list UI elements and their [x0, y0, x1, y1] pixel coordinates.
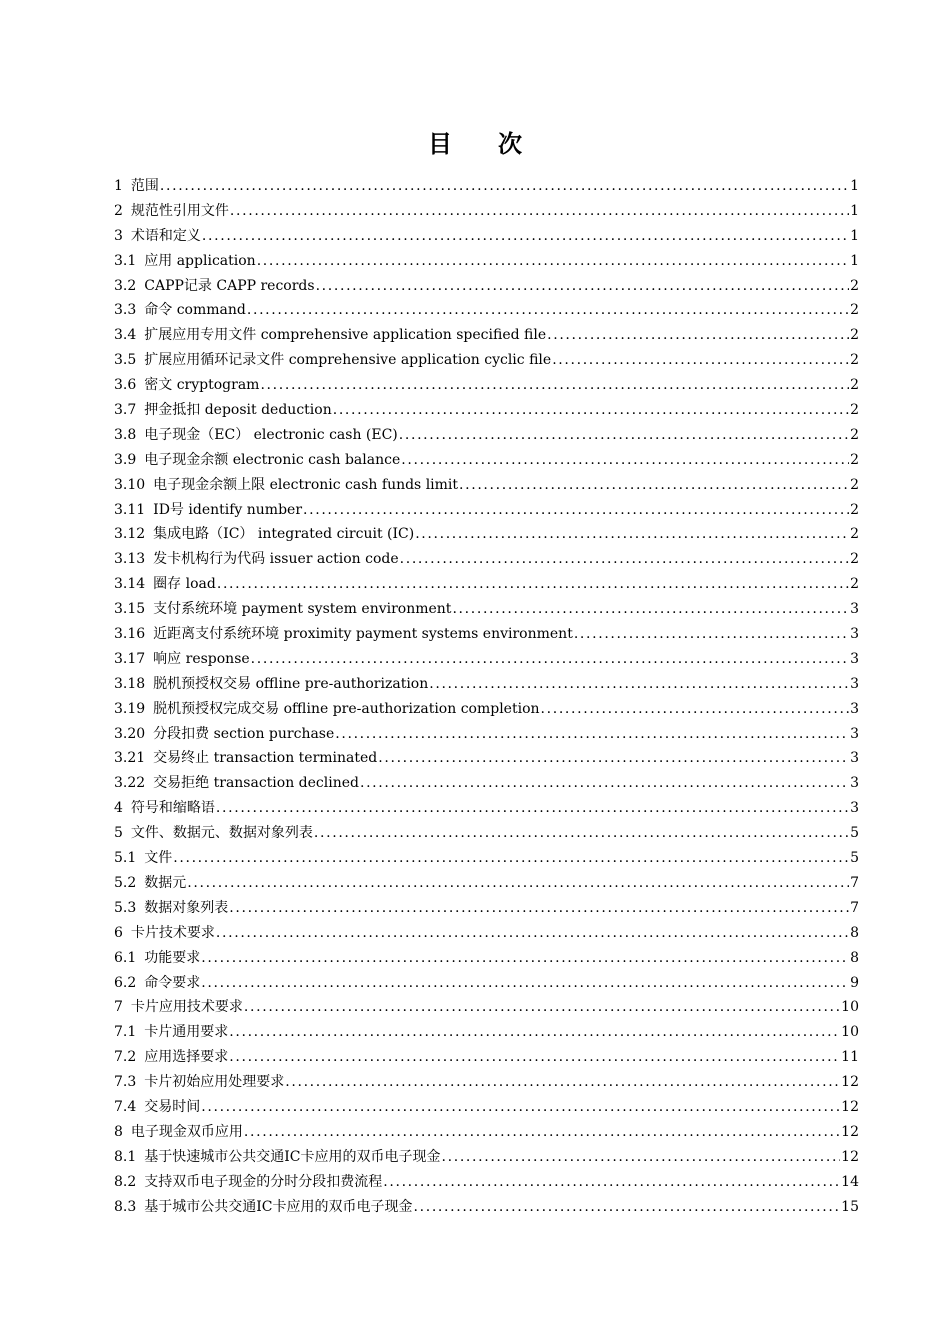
toc-entry-number: 7.3 — [114, 1074, 137, 1091]
dot-leader — [230, 199, 849, 224]
toc-entry-page: 5 — [850, 825, 859, 842]
dot-leader — [314, 821, 849, 846]
dot-leader — [383, 1170, 840, 1195]
toc-entry[interactable] — [114, 448, 859, 473]
dot-leader — [216, 796, 849, 821]
toc-entry[interactable] — [114, 398, 859, 423]
toc-entry-text: CAPP记录 CAPP records — [144, 277, 315, 294]
toc-entry-text: 发卡机构行为代码 issuer action code — [153, 551, 399, 568]
toc-entry-page: 2 — [850, 327, 859, 344]
toc-entry-number: 3.7 — [114, 402, 137, 419]
dot-leader — [201, 971, 849, 996]
toc-entry-number: 2 — [114, 202, 123, 219]
dot-leader — [452, 597, 849, 622]
toc-entry-page: 12 — [841, 1123, 859, 1140]
toc-entry-text: 卡片初始应用处理要求 — [144, 1074, 285, 1091]
toc-entry[interactable] — [114, 896, 859, 921]
toc-entry[interactable] — [114, 871, 859, 896]
toc-entry-text: 数据元 — [144, 874, 187, 891]
toc-entry-page: 7 — [850, 899, 859, 916]
toc-entry-number: 3.11 — [114, 501, 146, 518]
toc-entry-page: 2 — [850, 352, 859, 369]
toc-entry[interactable] — [114, 597, 859, 622]
dot-leader — [160, 174, 849, 199]
toc-entry[interactable] — [114, 522, 859, 547]
toc-entry-number: 3.9 — [114, 451, 137, 468]
dot-leader — [400, 547, 849, 572]
dot-leader — [201, 946, 849, 971]
toc-entry-page: 1 — [850, 178, 859, 194]
dot-leader — [217, 572, 849, 597]
dot-leader — [335, 722, 849, 747]
toc-entry-page: 2 — [850, 426, 859, 443]
toc-entry-number: 8.3 — [114, 1198, 137, 1215]
dot-leader — [229, 896, 849, 921]
toc-entry-text: 密文 cryptogram — [144, 377, 260, 394]
toc-entry[interactable] — [114, 647, 859, 672]
toc-entry[interactable] — [114, 1170, 859, 1195]
toc-entry[interactable] — [114, 697, 859, 722]
table-of-contents — [114, 174, 859, 1219]
toc-entry-page: 2 — [850, 277, 859, 294]
toc-entry[interactable] — [114, 821, 859, 846]
toc-entry-page: 2 — [850, 551, 859, 568]
toc-entry-page: 2 — [850, 302, 859, 319]
dot-leader — [401, 448, 849, 473]
toc-entry-page: 9 — [850, 974, 859, 991]
dot-leader — [303, 498, 849, 523]
toc-entry-page: 12 — [841, 1098, 859, 1115]
toc-entry[interactable] — [114, 1045, 859, 1070]
toc-entry[interactable] — [114, 1120, 859, 1145]
toc-entry-number: 3.1 — [114, 252, 137, 269]
toc-entry-page: 3 — [850, 700, 859, 717]
toc-entry-text: 交易终止 transaction terminated — [153, 750, 378, 767]
toc-entry-text: 脱机预授权完成交易 offline pre-authorization completion — [153, 700, 540, 717]
toc-entry-number: 3.8 — [114, 426, 137, 443]
toc-entry-page: 10 — [841, 999, 859, 1016]
toc-entry-text: 交易拒绝 transaction declined — [153, 775, 359, 792]
dot-leader — [547, 323, 849, 348]
toc-entry-number: 5.1 — [114, 850, 137, 867]
toc-entry-number: 8.2 — [114, 1173, 137, 1190]
toc-entry-text: 电子现金（EC） electronic cash (EC) — [144, 426, 398, 443]
toc-entry-page: 2 — [850, 576, 859, 593]
toc-entry-page: 8 — [850, 949, 859, 966]
toc-entry-page: 1 — [850, 202, 859, 219]
dot-leader — [244, 1120, 840, 1145]
toc-entry-number: 7.1 — [114, 1024, 137, 1041]
dot-leader — [244, 995, 840, 1020]
dot-leader — [429, 672, 849, 697]
toc-entry-text: 扩展应用专用文件 comprehensive application specified file — [144, 327, 547, 344]
toc-entry-text: 应用 application — [144, 252, 256, 269]
toc-entry-number: 6.2 — [114, 974, 137, 991]
toc-entry-page: 2 — [850, 451, 859, 468]
toc-entry-text: 文件 — [144, 850, 173, 867]
toc-entry-text: 押金抵扣 deposit deduction — [144, 402, 332, 419]
dot-leader — [260, 373, 849, 398]
toc-entry[interactable] — [114, 323, 859, 348]
toc-entry-number: 5.2 — [114, 874, 137, 891]
toc-entry[interactable] — [114, 1145, 859, 1170]
dot-leader — [201, 1095, 840, 1120]
toc-entry-number: 3.3 — [114, 302, 137, 319]
toc-entry-number: 6.1 — [114, 949, 137, 966]
toc-entry[interactable] — [114, 547, 859, 572]
dot-leader — [442, 1145, 841, 1170]
dot-leader — [229, 1045, 840, 1070]
toc-entry-text: 范围 — [130, 178, 159, 194]
toc-entry[interactable] — [114, 473, 859, 498]
toc-entry[interactable] — [114, 672, 859, 697]
toc-entry-number: 3.19 — [114, 700, 146, 717]
toc-entry-page: 5 — [850, 850, 859, 867]
toc-entry-text: 基于快速城市公共交通IC卡应用的双币电子现金 — [144, 1148, 441, 1165]
toc-entry-page: 8 — [850, 924, 859, 941]
toc-entry-text: 数据对象列表 — [144, 899, 229, 916]
toc-entry-page: 3 — [850, 725, 859, 742]
dot-leader — [251, 647, 849, 672]
toc-entry-text: 命令 command — [144, 302, 246, 319]
dot-leader — [378, 746, 849, 771]
toc-entry-text: 响应 response — [153, 650, 250, 667]
toc-title-char-2: 次 — [498, 129, 522, 158]
dot-leader — [541, 697, 850, 722]
toc-entry[interactable] — [114, 921, 859, 946]
toc-entry-text: 支付系统环境 payment system environment — [153, 601, 452, 618]
toc-entry-number: 3.17 — [114, 650, 146, 667]
dot-leader — [333, 398, 849, 423]
toc-entry[interactable] — [114, 274, 859, 299]
toc-entry[interactable] — [114, 771, 859, 796]
toc-entry-text: 基于城市公共交通IC卡应用的双币电子现金 — [144, 1198, 413, 1215]
dot-leader — [399, 423, 849, 448]
toc-entry[interactable] — [114, 224, 859, 249]
toc-entry-number: 6 — [114, 924, 123, 941]
toc-entry-text: 电子现金双币应用 — [130, 1123, 243, 1140]
toc-entry-number: 3.13 — [114, 551, 146, 568]
dot-leader — [187, 871, 849, 896]
toc-entry-text: 电子现金余额 electronic cash balance — [144, 451, 401, 468]
dot-leader — [574, 622, 849, 647]
toc-entry-page: 2 — [850, 402, 859, 419]
toc-entry[interactable] — [114, 946, 859, 971]
toc-entry[interactable] — [114, 373, 859, 398]
toc-entry[interactable] — [114, 796, 859, 821]
toc-entry-text: 分段扣费 section purchase — [153, 725, 335, 742]
toc-entry-text: 卡片技术要求 — [130, 924, 215, 941]
toc-entry-page: 2 — [850, 476, 859, 493]
toc-entry-text: 支持双币电子现金的分时分段扣费流程 — [144, 1173, 383, 1190]
toc-entry-text: 功能要求 — [144, 949, 201, 966]
toc-entry-number: 3.15 — [114, 601, 146, 618]
toc-entry-page: 3 — [850, 601, 859, 618]
toc-entry-number: 4 — [114, 800, 123, 817]
toc-entry-text: 规范性引用文件 — [130, 202, 229, 219]
toc-entry[interactable] — [114, 249, 859, 274]
toc-entry-text: 应用选择要求 — [144, 1049, 229, 1066]
dot-leader — [415, 522, 849, 547]
toc-entry-page: 2 — [850, 377, 859, 394]
dot-leader — [459, 473, 849, 498]
toc-entry-text: 脱机预授权交易 offline pre-authorization — [153, 675, 429, 692]
toc-entry-number: 3.2 — [114, 277, 137, 294]
toc-entry-text: ID号 identify number — [153, 501, 303, 518]
toc-entry-number: 5 — [114, 825, 123, 842]
dot-leader — [202, 224, 849, 249]
toc-entry-page: 3 — [850, 650, 859, 667]
toc-entry-page: 12 — [841, 1074, 859, 1091]
toc-entry-page: 15 — [841, 1198, 859, 1215]
dot-leader — [257, 249, 849, 274]
toc-entry-page: 7 — [850, 874, 859, 891]
toc-entry[interactable] — [114, 995, 859, 1020]
toc-entry[interactable] — [114, 423, 859, 448]
dot-leader — [316, 274, 850, 299]
toc-entry[interactable] — [114, 298, 859, 323]
toc-entry-number: 3.20 — [114, 725, 146, 742]
toc-entry-text: 电子现金余额上限 electronic cash funds limit — [153, 476, 459, 493]
toc-entry-text: 近距离支付系统环境 proximity payment systems environment — [153, 626, 573, 643]
toc-entry-number: 3.5 — [114, 352, 137, 369]
dot-leader — [247, 298, 849, 323]
toc-entry-text: 命令要求 — [144, 974, 201, 991]
toc-entry[interactable] — [114, 498, 859, 523]
toc-entry-text: 卡片通用要求 — [144, 1024, 229, 1041]
toc-entry[interactable] — [114, 846, 859, 871]
toc-entry-page: 10 — [841, 1024, 859, 1041]
toc-entry-text: 文件、数据元、数据对象列表 — [130, 825, 313, 842]
toc-entry-text: 扩展应用循环记录文件 comprehensive application cyclic file — [144, 352, 552, 369]
toc-entry-text: 术语和定义 — [130, 227, 201, 244]
toc-entry[interactable] — [114, 1195, 859, 1220]
toc-entry-page: 11 — [841, 1049, 859, 1066]
toc-entry-page: 2 — [850, 501, 859, 518]
toc-entry-page: 3 — [850, 750, 859, 767]
toc-entry-number: 8.1 — [114, 1148, 137, 1165]
toc-entry-number: 3 — [114, 227, 123, 244]
toc-entry[interactable] — [114, 971, 859, 996]
toc-entry-number: 3.18 — [114, 675, 146, 692]
toc-entry-number: 3.6 — [114, 377, 137, 394]
toc-entry-text: 集成电路（IC） integrated circuit (IC) — [153, 526, 415, 543]
toc-entry-number: 3.4 — [114, 327, 137, 344]
toc-entry-number: 8 — [114, 1123, 123, 1140]
toc-entry-number: 7.2 — [114, 1049, 137, 1066]
dot-leader — [552, 348, 849, 373]
dot-leader — [229, 1020, 840, 1045]
toc-entry[interactable] — [114, 622, 859, 647]
toc-entry-number: 7 — [114, 999, 123, 1016]
toc-entry-text: 交易时间 — [144, 1098, 201, 1115]
toc-entry[interactable] — [114, 746, 859, 771]
dot-leader — [216, 921, 849, 946]
dot-leader — [173, 846, 849, 871]
toc-entry[interactable] — [114, 1020, 859, 1045]
toc-entry-number: 7.4 — [114, 1098, 137, 1115]
toc-entry-page: 3 — [850, 800, 859, 817]
toc-entry[interactable] — [114, 174, 859, 199]
toc-entry-page: 3 — [850, 626, 859, 643]
toc-entry-page: 12 — [841, 1148, 859, 1165]
toc-entry[interactable] — [114, 348, 859, 373]
toc-entry[interactable] — [114, 199, 859, 224]
dot-leader — [285, 1070, 840, 1095]
toc-entry[interactable] — [114, 572, 859, 597]
toc-entry-text: 圈存 load — [153, 576, 216, 593]
toc-entry-page: 1 — [850, 227, 859, 244]
toc-entry[interactable] — [114, 1095, 859, 1120]
toc-entry-page: 14 — [841, 1173, 859, 1190]
toc-entry-text: 符号和缩略语 — [130, 800, 215, 817]
dot-leader — [360, 771, 849, 796]
toc-entry-number: 3.10 — [114, 476, 146, 493]
toc-entry-page: 1 — [850, 252, 859, 269]
toc-title-char-1: 目 — [428, 129, 452, 158]
toc-entry-number: 3.22 — [114, 775, 146, 792]
toc-entry-text: 卡片应用技术要求 — [130, 999, 243, 1016]
toc-entry-number: 1 — [114, 178, 123, 194]
toc-entry[interactable] — [114, 722, 859, 747]
toc-entry-page: 2 — [850, 526, 859, 543]
toc-title — [0, 124, 950, 159]
toc-entry-number: 5.3 — [114, 899, 137, 916]
toc-entry[interactable] — [114, 1070, 859, 1095]
dot-leader — [414, 1195, 841, 1220]
toc-entry-number: 3.14 — [114, 576, 146, 593]
toc-entry-number: 3.12 — [114, 526, 146, 543]
toc-entry-page: 3 — [850, 775, 859, 792]
toc-entry-page: 3 — [850, 675, 859, 692]
toc-entry-number: 3.16 — [114, 626, 146, 643]
toc-entry-number: 3.21 — [114, 750, 146, 767]
